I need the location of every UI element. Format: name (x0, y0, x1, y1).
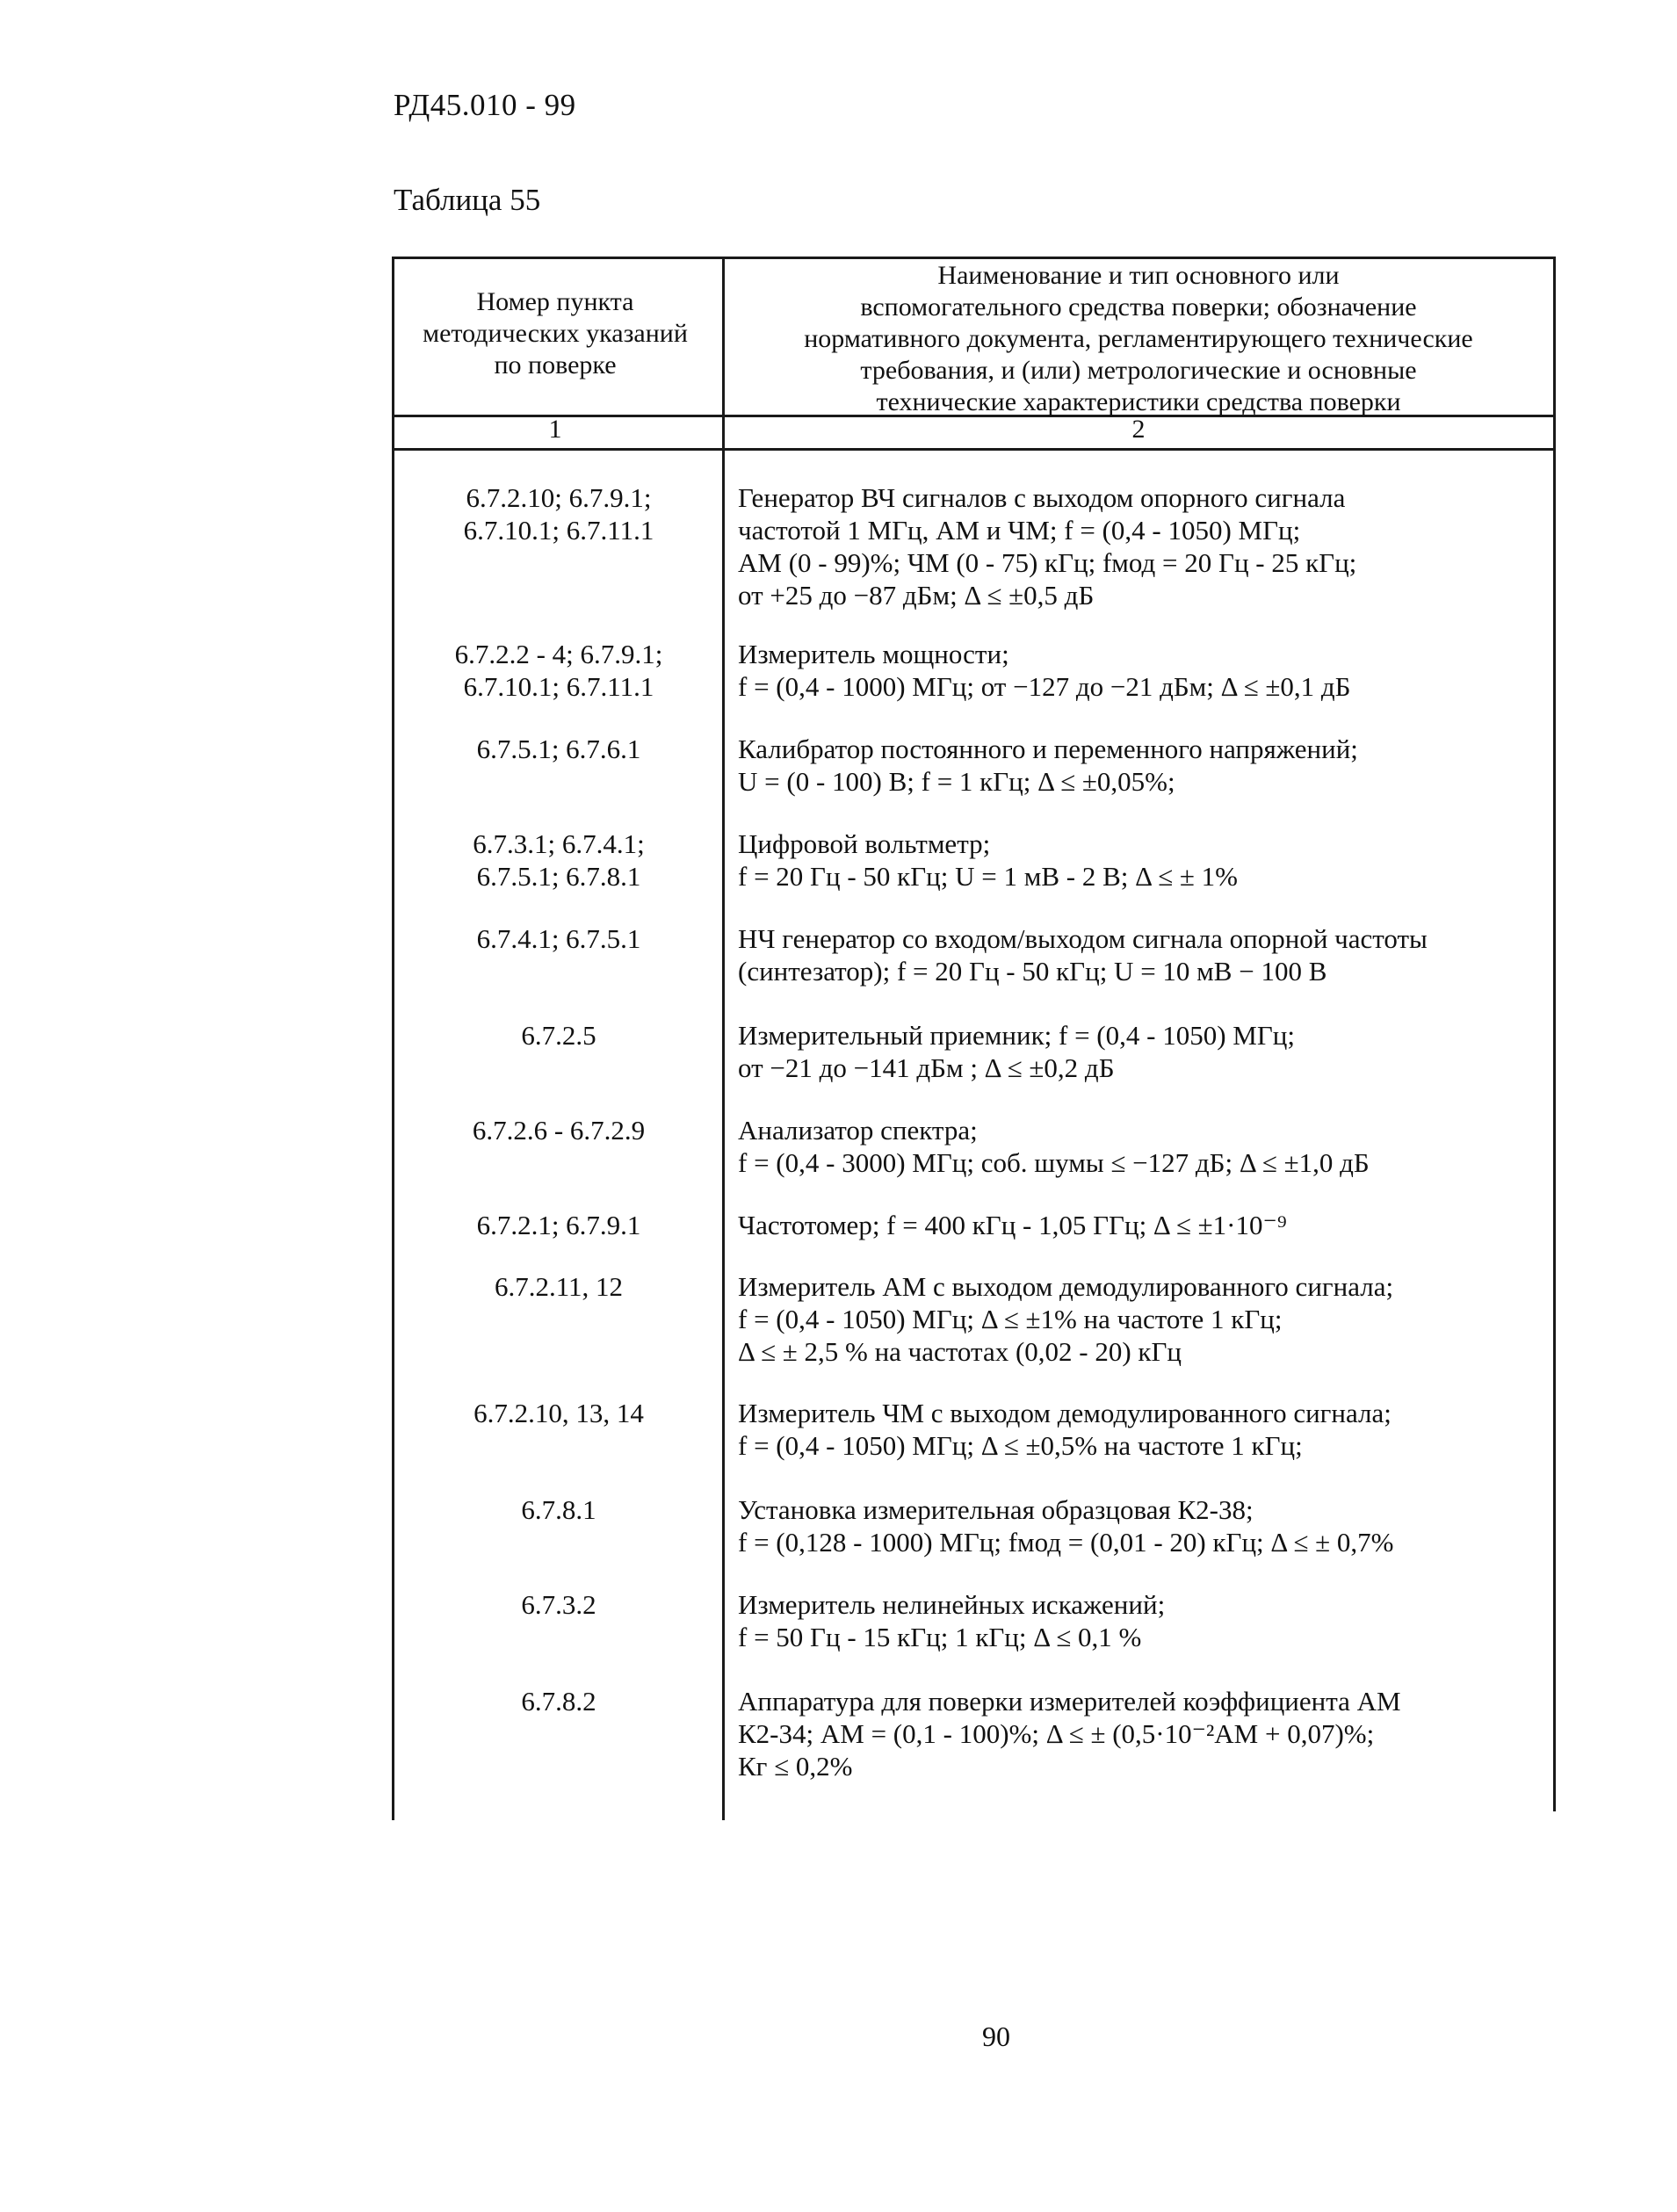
column-number-1: 1 (548, 415, 562, 444)
row-instrument-description (738, 1685, 1555, 1782)
reference-line: 6.7.2.5 (521, 1020, 596, 1051)
description-line: U = (0 - 100) В; f = 1 кГц; Δ ≤ ±0,05%; (738, 766, 1175, 797)
row-instrument-description (738, 828, 1555, 893)
table-top-border (392, 257, 1553, 259)
row-item-reference (392, 638, 726, 703)
header-text-line: Номер пункта (476, 287, 634, 316)
row-item-reference (392, 1493, 726, 1526)
row-item-reference (392, 828, 726, 893)
header-text-line: методических указаний (423, 319, 688, 348)
row-item-reference (392, 1114, 726, 1146)
row-instrument-description (738, 638, 1555, 703)
description-line: f = (0,4 - 1050) МГц; Δ ≤ ±1% на частоте 1 кГц; (738, 1304, 1283, 1334)
row-item-reference (392, 1209, 726, 1241)
reference-line: 6.7.2.1; 6.7.9.1 (476, 1210, 641, 1240)
header-cell-instrument-description (724, 260, 1553, 418)
description-line: К2-34; АМ = (0,1 - 100)%; Δ ≤ ± (0,5·10⁻²АМ + 0,07)%; (738, 1718, 1375, 1749)
table-title: Таблица 55 (394, 183, 541, 217)
reference-line: 6.7.2.2 - 4; 6.7.9.1; (454, 639, 663, 669)
row-item-reference (392, 1019, 726, 1052)
reference-line: 6.7.8.2 (521, 1686, 596, 1717)
document-code: РД45.010 - 99 (394, 88, 576, 122)
description-line: Измеритель АМ с выходом демодулированного сигнала; (738, 1271, 1394, 1302)
description-line: f = 50 Гц - 15 кГц; 1 кГц; Δ ≤ 0,1 % (738, 1622, 1142, 1652)
description-line: Цифровой вольтметр; (738, 828, 991, 859)
reference-line: 6.7.3.2 (521, 1589, 596, 1620)
description-line: f = (0,4 - 1050) МГц; Δ ≤ ±0,5% на частоте 1 кГц; (738, 1430, 1303, 1461)
row-instrument-description (738, 922, 1555, 987)
reference-line: 6.7.10.1; 6.7.11.1 (463, 671, 654, 702)
header-cell-item-number (392, 286, 719, 381)
description-line: Измерительный приемник; f = (0,4 - 1050) МГц; (738, 1020, 1295, 1051)
description-line: f = (0,128 - 1000) МГц; fмод = (0,01 - 20) кГц; Δ ≤ ± 0,7% (738, 1527, 1394, 1558)
description-line: Кг ≤ 0,2% (738, 1751, 853, 1782)
reference-line: 6.7.8.1 (521, 1494, 596, 1525)
description-line: f = 20 Гц - 50 кГц; U = 1 мВ - 2 В; Δ ≤ ± 1% (738, 861, 1238, 892)
description-line: Δ ≤ ± 2,5 % на частотах (0,02 - 20) кГц (738, 1336, 1182, 1367)
reference-line: 6.7.4.1; 6.7.5.1 (476, 923, 641, 954)
reference-line: 6.7.2.10; 6.7.9.1; (466, 482, 652, 513)
row-instrument-description (738, 1114, 1555, 1179)
reference-line: 6.7.5.1; 6.7.8.1 (476, 861, 641, 892)
description-line: от +25 до −87 дБм; Δ ≤ ±0,5 дБ (738, 580, 1095, 611)
row-instrument-description (738, 1209, 1555, 1241)
row-instrument-description (738, 1588, 1555, 1653)
row-instrument-description (738, 1397, 1555, 1462)
header-text-line: требования, и (или) метрологические и основные (860, 356, 1417, 385)
description-line: от −21 до −141 дБм ; Δ ≤ ±0,2 дБ (738, 1052, 1115, 1083)
description-line: Измеритель ЧМ с выходом демодулированного сигнала; (738, 1398, 1391, 1428)
description-line: (синтезатор); f = 20 Гц - 50 кГц; U = 10 мВ − 100 В (738, 956, 1327, 987)
description-line: Установка измерительная образцовая К2-38; (738, 1494, 1254, 1525)
description-line: АМ (0 - 99)%; ЧМ (0 - 75) кГц; fмод = 20 Гц - 25 кГц; (738, 547, 1357, 578)
row-item-reference (392, 1397, 726, 1429)
description-line: f = (0,4 - 3000) МГц; соб. шумы ≤ −127 дБ; Δ ≤ ±1,0 дБ (738, 1147, 1370, 1178)
description-line: Анализатор спектра; (738, 1115, 978, 1146)
row-instrument-description (738, 1019, 1555, 1084)
description-line: Калибратор постоянного и переменного напряжений; (738, 734, 1358, 764)
row-item-reference (392, 1588, 726, 1621)
reference-line: 6.7.2.6 - 6.7.2.9 (472, 1115, 646, 1146)
header-text-line: Наименование и тип основного или (937, 261, 1340, 290)
reference-line: 6.7.2.11, 12 (494, 1271, 624, 1302)
column-number-2: 2 (1131, 415, 1146, 444)
description-line: Измеритель нелинейных искажений; (738, 1589, 1166, 1620)
row-item-reference (392, 481, 726, 546)
reference-line: 6.7.2.10, 13, 14 (473, 1398, 644, 1428)
header-text-line: по поверке (494, 351, 617, 380)
description-line: f = (0,4 - 1000) МГц; от −127 до −21 дБм; Δ ≤ ±0,1 дБ (738, 671, 1351, 702)
description-line: Частотомер; f = 400 кГц - 1,05 ГГц; Δ ≤ ±1·10⁻⁹ (738, 1210, 1287, 1240)
reference-line: 6.7.10.1; 6.7.11.1 (463, 515, 654, 546)
row-instrument-description (738, 733, 1555, 798)
header-text-line: технические характеристики средства поверки (876, 387, 1401, 416)
page-number: 90 (982, 2020, 1010, 2052)
row-item-reference (392, 1270, 726, 1303)
reference-line: 6.7.3.1; 6.7.4.1; (473, 828, 645, 859)
description-line: Аппаратура для поверки измерителей коэффициента АМ (738, 1686, 1401, 1717)
header-text-line: нормативного документа, регламентирующего технические (804, 324, 1473, 353)
description-line: Измеритель мощности; (738, 639, 1009, 669)
row-instrument-description (738, 481, 1555, 611)
row-item-reference (392, 1685, 726, 1717)
row-instrument-description (738, 1493, 1555, 1558)
description-line: Генератор ВЧ сигналов с выходом опорного сигнала (738, 482, 1346, 513)
description-line: НЧ генератор со входом/выходом сигнала опорной частоты (738, 923, 1428, 954)
row-instrument-description (738, 1270, 1555, 1368)
column-number-divider (392, 448, 1553, 451)
header-text-line: вспомогательного средства поверки; обозначение (860, 293, 1417, 322)
row-item-reference (392, 733, 726, 765)
description-line: частотой 1 МГц, АМ и ЧМ; f = (0,4 - 1050) МГц; (738, 515, 1301, 546)
reference-line: 6.7.5.1; 6.7.6.1 (476, 734, 641, 764)
row-item-reference (392, 922, 726, 955)
